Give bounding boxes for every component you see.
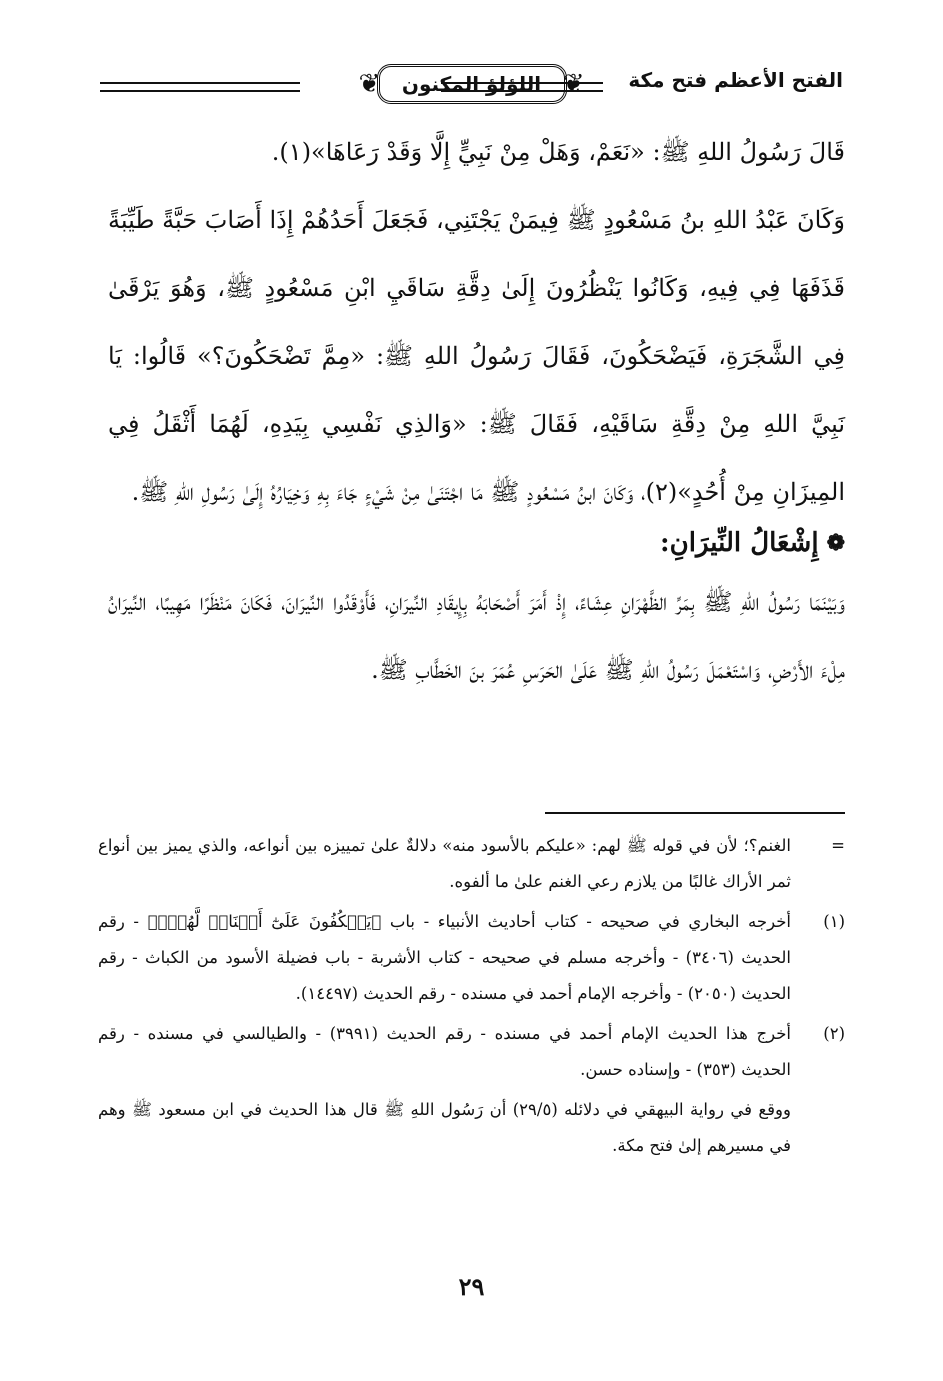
paragraph-1: قَالَ رَسُولُ اللهِ ﷺ: «نَعَمْ، وَهَلْ مِنْ نَبِيٍّ إِلَّا وَقَدْ رَعَاهَا»(١). [271,138,845,166]
flower-bullet-icon: ❁ [826,530,845,556]
footnote [98,1092,845,1164]
series-title: اللؤلؤ المكنون [401,72,542,96]
header-rule-left [100,82,300,92]
footnote-separator [545,812,845,814]
footnote [98,1016,845,1088]
footnote-number [805,1092,845,1164]
series-title-cartouche [358,64,585,104]
footnote [98,904,845,1012]
main-text [108,118,845,704]
footnote-text: الغنم؟؛ لأن في قوله ﷺ لهم: «عليكم بالأسود منه» دلالةٌ علىٰ تمييزه بين أنواعه، والذي يميز بين أنواع ثمر الأراك غالبًا من يلازم رعي الغنم علىٰ ما ألفوه. [98,836,791,891]
ornament-right-icon: ❦ [562,69,585,99]
footnote-number: (١) [823,912,845,931]
footnote-number: = [831,836,845,855]
footnote-text: أخرجه البخاري في صحيحه - كتاب أحاديث الأنبياء - باب ﴿يَعۡكُفُونَ عَلَىٰٓ أَصۡنَامٖ لَّهُمۡۚ﴾ - رقم الحديث (٣٤٠٦) - وأخرجه مسلم في صحيحه - كتاب الأشربة - باب فضيلة الأسود من الكباث - رقم الحديث (٢٠٥٠) - وأخرجه الإمام أحمد في مسنده - رقم الحديث (١٤٤٩٧). [98,912,792,1003]
page-header [100,58,843,110]
book-title: الفتح الأعظم فتح مكة [628,68,843,92]
page-number: ٢٩ [458,1272,485,1301]
ornament-left-icon: ❦ [358,69,381,99]
section-heading-text: إِشْعَالُ النِّيرَانِ: [660,528,819,558]
footnote [98,828,845,900]
footnote-number: (٢) [823,1024,845,1043]
footnotes [98,828,845,1164]
section-heading [108,528,845,558]
paragraph-3: وَبَيْنَمَا رَسُولُ اللهِ ﷺ بِمَرِّ الظَّهْرَانِ عِشَاءً، إِذْ أَمَرَ أَصْحَابَهُ بِإِيقَادِ النِّيرَانِ، فَأَوْقَدُوا النِّيرَانَ، فَكَانَ مَنْظَرًا مَهِيبًا، النِّيرَانُ مِلْءَ الأَرْضِ، وَاسْتَعْمَلَ رَسُولُ اللهِ ﷺ عَلَىٰ الحَرَسِ عُمَرَ بنَ الخَطَّابِ ﷺ. [108,588,845,684]
paragraph-2: وَكَانَ عَبْدُ اللهِ بنُ مَسْعُودٍ ﷺ فِيمَنْ يَجْتَنِي، فَجَعَلَ أَحَدُهُمْ إِذَا أَصَابَ حَبَّةً طَيِّبَةً قَذَفَهَا فِي فِيهِ، وَكَانُوا يَنْظُرُونَ إِلَىٰ دِقَّةِ سَاقَيِ ابْنِ مَسْعُودٍ ﷺ، وَهُوَ يَرْقَىٰ فِي الشَّجَرَةِ، فَيَضْحَكُونَ، فَقَالَ رَسُولُ اللهِ ﷺ: «مِمَّ تَضْحَكُونَ؟» قَالُوا: يَا نَبِيَّ اللهِ مِنْ دِقَّةِ سَاقَيْهِ، فَقَالَ ﷺ: «وَالذِي نَفْسِي بِيَدِهِ، لَهُمَا أَثْقَلُ فِي المِيزَانِ مِنْ أُحُدٍ»(٢)، وَكَانَ ابنُ مَسْعُودٍ ﷺ مَا اجْتَنَىٰ مِنْ شَيْءٍ جَاءَ بِهِ وَخِيَارُهُ إِلَىٰ رَسُولِ اللهِ ﷺ. [108,206,845,506]
footnote-text: أخرج هذا الحديث الإمام أحمد في مسنده - رقم الحديث (٣٩٩١) - والطيالسي في مسنده - رقم الحديث (٣٥٣) - وإسناده حسن. [98,1024,791,1079]
footnote-text: ووقع في رواية البيهقي في دلائله (٢٩/٥) أن رَسُول اللهِ ﷺ قال هذا الحديث في ابن مسعود ﷺ وهم في مسيرهم إلىٰ فتح مكة. [98,1100,791,1155]
